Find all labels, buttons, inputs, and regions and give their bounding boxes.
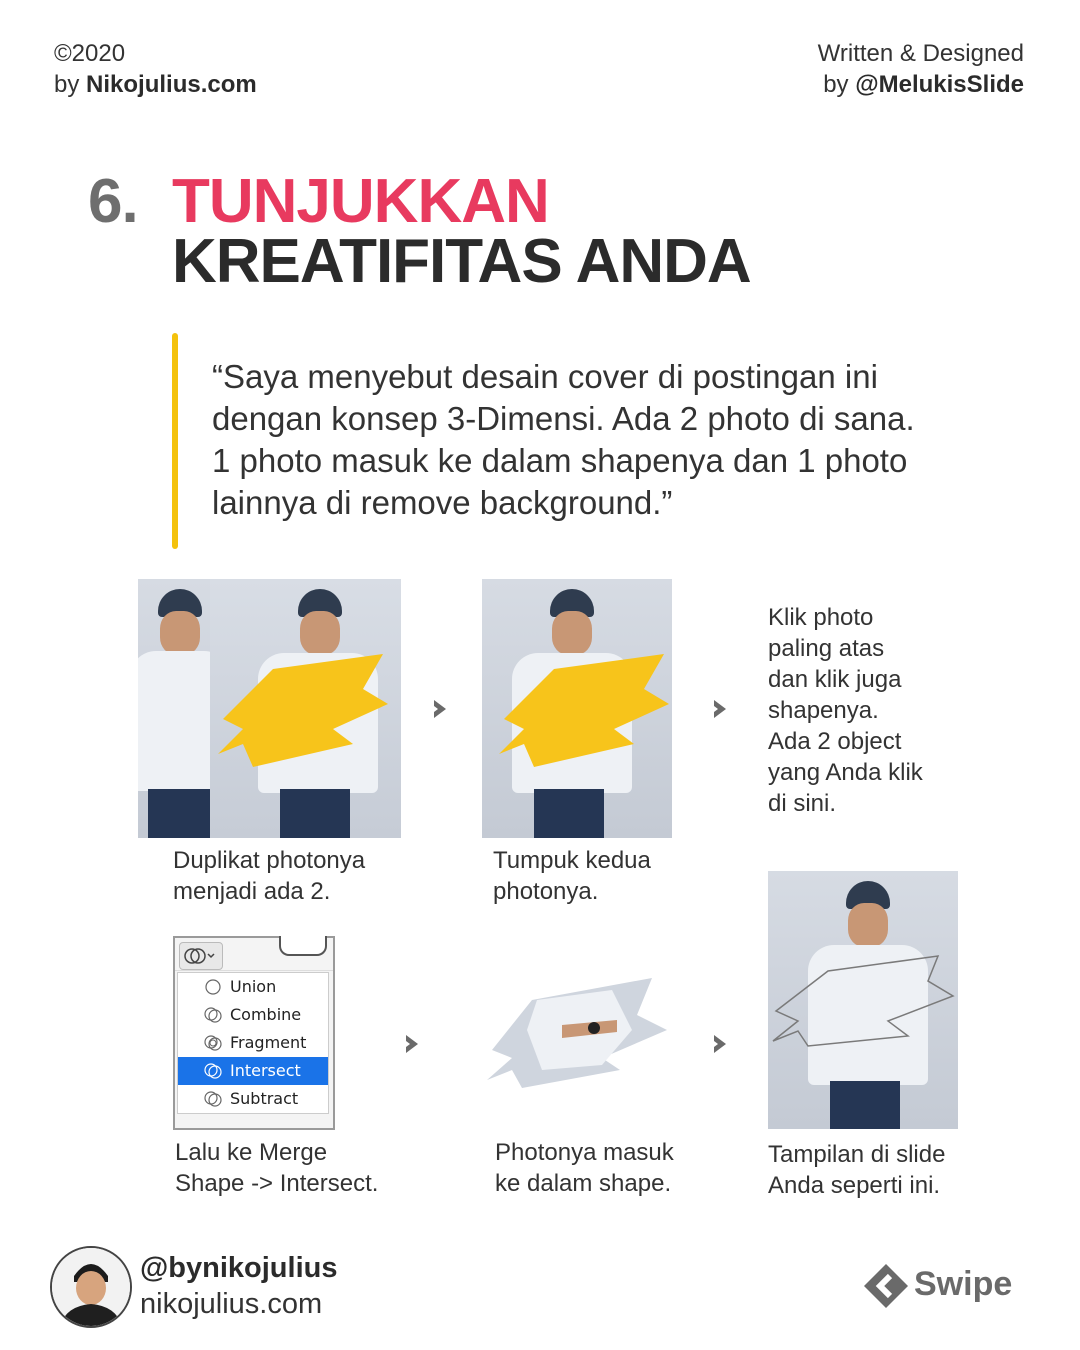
author-site: Nikojulius.com [86,71,257,98]
caption-line: Lalu ke Merge [175,1139,328,1166]
caption-line: Anda seperti ini. [768,1172,941,1199]
footer-handle: @bynikojulius [140,1252,338,1284]
designer-handle: @MelukisSlide [855,71,1024,98]
author-prefix: by [54,71,87,98]
menu-item-label: Fragment [230,1033,307,1052]
arrow-right-icon [708,697,732,721]
outline-brush-shape [768,941,958,1051]
brush-shape-photo [482,970,672,1090]
menu-item-label: Intersect [230,1061,301,1080]
title-line-1: TUNJUKKAN [172,167,549,236]
step3-instructions [768,602,923,819]
menu-item-label: Combine [230,1005,302,1024]
duplicated-photos-image [138,579,401,838]
avatar [50,1246,132,1328]
step2-caption [493,845,651,907]
menu-item-label: Subtract [230,1089,299,1108]
photo-in-shape-image [482,970,672,1090]
caption-line: menjadi ada 2. [173,878,331,905]
step3-line: dan klik juga [768,666,902,693]
fragment-icon [204,1034,222,1052]
section-number: 6. [88,167,138,236]
merge-shapes-dropdown-button[interactable] [179,942,223,970]
menu-item-label: Union [230,977,277,996]
step6-caption [768,1139,945,1201]
step5-caption [495,1137,674,1199]
menu-item-intersect[interactable] [178,1057,328,1085]
final-slide-image [768,871,958,1129]
combine-icon [204,1006,222,1024]
caption-line: Photonya masuk [495,1139,674,1166]
menu-item-fragment[interactable] [178,1029,328,1057]
menu-item-union[interactable] [178,973,328,1001]
step3-line: shapenya. [768,697,879,724]
intersect-icon [204,1062,222,1080]
menu-item-subtract[interactable] [178,1085,328,1113]
step3-line: Ada 2 object [768,728,902,755]
step4-caption [175,1137,378,1199]
menu-item-combine[interactable] [178,1001,328,1029]
designer-label: Written & Designed [817,40,1024,67]
step3-line: di sini. [768,790,837,817]
caption-line: ke dalam shape. [495,1170,672,1197]
profile-photo [52,1248,130,1326]
merge-shapes-menu [173,936,335,1130]
arrow-right-icon [428,697,452,721]
stacked-photos-image [482,579,672,838]
union-icon [204,978,222,996]
copyright-block [54,38,257,100]
quote-text: “Saya menyebut desain cover di postingan ini dengan konsep 3-Dimensi. Ada 2 photo di sana. 1 photo masuk ke dalam shapenya dan 1 photo lainnya di remove background.” [212,358,915,521]
designer-credit [818,69,1024,100]
yellow-brush-shape [213,649,393,769]
step3-line: Klik photo [768,604,874,631]
caption-line: photonya. [493,878,599,905]
step1-caption [173,845,365,907]
arrow-right-icon [400,1032,424,1056]
title-line-2: KREATIFITAS ANDA [172,227,751,296]
caption-line: Shape -> Intersect. [175,1170,379,1197]
step3-line: paling atas [768,635,885,662]
caption-line: Duplikat photonya [173,847,366,874]
arrow-right-icon [708,1032,732,1056]
subtract-icon [204,1090,222,1108]
footer-site: nikojulius.com [140,1288,323,1320]
caption-line: Tampilan di slide [768,1141,946,1168]
designer-prefix: by [823,71,856,98]
swipe-label[interactable]: Swipe [914,1265,1013,1303]
quote-accent-bar [172,333,178,549]
designer-credit-block [818,38,1024,100]
merge-shapes-icon [180,943,220,967]
author-credit [54,69,257,100]
step3-line: yang Anda klik [768,759,923,786]
shape-preview [279,936,327,956]
copyright-year: ©2020 [54,40,126,67]
yellow-brush-shape [494,649,672,769]
caption-line: Tumpuk kedua [493,847,651,874]
menu-toolbar [175,938,333,971]
swipe-arrow-icon [862,1262,910,1310]
merge-options-list [177,972,329,1114]
